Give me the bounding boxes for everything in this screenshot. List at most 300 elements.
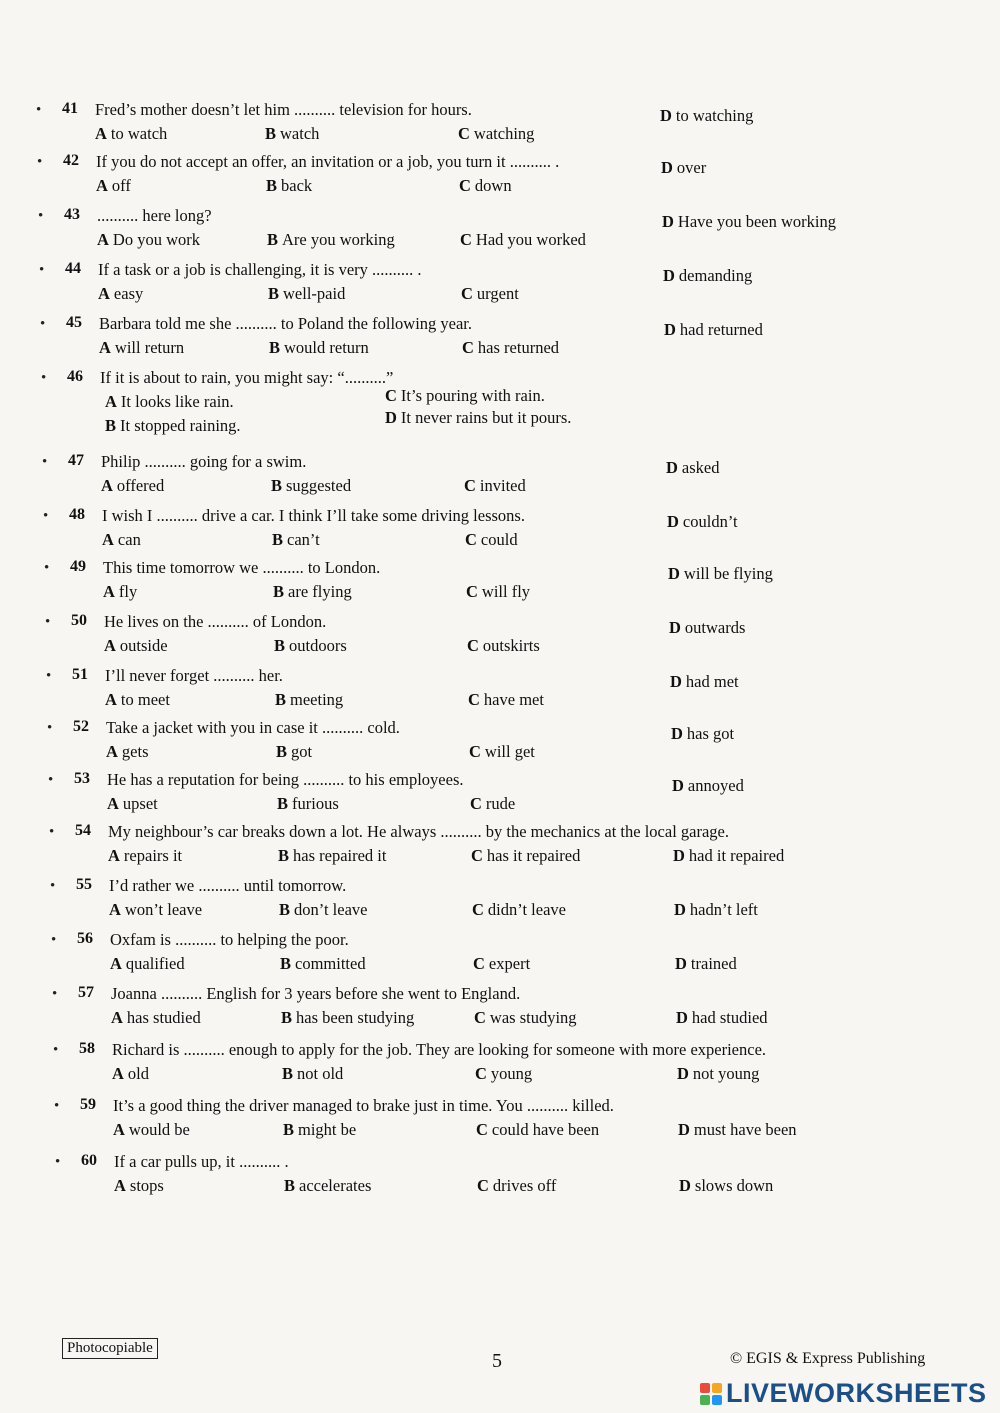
option-letter: C — [472, 900, 484, 919]
option-a[interactable] — [109, 900, 202, 920]
bullet-mark-icon: • — [37, 154, 43, 170]
question-55 — [0, 876, 1000, 928]
option-text: will return — [114, 338, 185, 357]
option-c[interactable] — [465, 530, 518, 550]
question-53 — [0, 770, 1000, 822]
question-stem: I’ll never forget .......... her. — [105, 666, 283, 685]
option-text: stops — [129, 1176, 164, 1195]
option-a[interactable] — [105, 392, 234, 412]
question-stem: Barbara told me she .......... to Poland the following year. — [99, 314, 473, 333]
question-number: 47 — [68, 452, 84, 469]
option-text: has got — [686, 724, 735, 743]
option-text: Had you worked — [475, 230, 586, 249]
option-a[interactable] — [111, 1008, 201, 1028]
option-letter: B — [268, 284, 280, 303]
option-d[interactable] — [679, 1176, 773, 1196]
option-letter: D — [664, 320, 676, 339]
option-text: was studying — [489, 1008, 577, 1027]
option-letter: D — [670, 672, 682, 691]
question-number: 49 — [70, 558, 86, 575]
option-letter: C — [473, 954, 485, 973]
option-letter: A — [111, 1008, 123, 1027]
option-letter: D — [673, 846, 685, 865]
option-text: hadn’t left — [689, 900, 758, 919]
option-text: meeting — [290, 690, 344, 709]
option-b[interactable] — [268, 284, 345, 304]
option-text: It looks like rain. — [120, 392, 234, 411]
question-number: 50 — [71, 612, 87, 629]
option-a[interactable] — [98, 284, 143, 304]
question-number: 52 — [73, 718, 89, 735]
option-letter: C — [471, 846, 483, 865]
question-stem: Richard is .......... enough to apply for the job. They are looking for someone with more experience. — [112, 1040, 767, 1059]
option-b[interactable] — [281, 1008, 414, 1028]
option-text: trained — [690, 954, 737, 973]
option-text: can — [117, 530, 141, 549]
option-b[interactable] — [278, 846, 386, 866]
option-a[interactable] — [95, 124, 167, 144]
option-b[interactable] — [265, 124, 319, 144]
option-letter: D — [669, 618, 681, 637]
question-48 — [0, 506, 1000, 558]
question-45 — [0, 314, 1000, 366]
option-a[interactable] — [108, 846, 182, 866]
option-text: will be flying — [683, 564, 773, 583]
option-text: watch — [280, 124, 320, 143]
option-letter: B — [273, 582, 285, 601]
option-text: drives off — [492, 1176, 557, 1195]
option-letter: B — [267, 230, 279, 249]
option-a[interactable] — [114, 1176, 164, 1196]
option-a[interactable] — [102, 530, 141, 550]
option-letter: A — [112, 1064, 124, 1083]
question-56 — [0, 930, 1000, 982]
option-d[interactable] — [675, 954, 737, 974]
option-text: might be — [298, 1120, 357, 1139]
option-letter: B — [271, 476, 283, 495]
option-c[interactable] — [471, 846, 580, 866]
option-letter: C — [476, 1120, 488, 1139]
option-c[interactable] — [385, 386, 545, 406]
option-text: had met — [685, 672, 739, 691]
option-text: urgent — [476, 284, 519, 303]
option-text: invited — [479, 476, 526, 495]
option-text: easy — [113, 284, 144, 303]
option-c[interactable] — [470, 794, 515, 814]
option-c[interactable] — [461, 284, 519, 304]
option-text: Have you been working — [677, 212, 837, 231]
option-b[interactable] — [280, 954, 366, 974]
option-letter: D — [662, 212, 674, 231]
photocopiable-label: Photocopiable — [62, 1338, 158, 1359]
option-text: slows down — [694, 1176, 774, 1195]
option-text: will get — [484, 742, 535, 761]
option-d[interactable] — [660, 106, 753, 126]
option-text: outwards — [684, 618, 746, 637]
option-letter: A — [95, 124, 107, 143]
option-b[interactable] — [283, 1120, 356, 1140]
option-text: didn’t leave — [487, 900, 566, 919]
option-letter: B — [275, 690, 287, 709]
option-c[interactable] — [473, 954, 530, 974]
option-a[interactable] — [107, 794, 158, 814]
option-letter: A — [104, 636, 116, 655]
question-58 — [0, 1040, 1000, 1092]
bullet-mark-icon: • — [48, 772, 54, 788]
option-text: demanding — [678, 266, 753, 285]
option-text: down — [474, 176, 512, 195]
question-stem: He has a reputation for being .......... to his employees. — [107, 770, 464, 789]
question-stem: Philip .......... going for a swim. — [101, 452, 307, 471]
option-text: could have been — [491, 1120, 600, 1139]
option-text: could — [480, 530, 518, 549]
bullet-mark-icon: • — [44, 560, 50, 576]
option-letter: A — [96, 176, 108, 195]
option-a[interactable] — [97, 230, 200, 250]
question-stem: I’d rather we .......... until tomorrow. — [109, 876, 347, 895]
option-letter: C — [468, 690, 480, 709]
option-c[interactable] — [472, 900, 566, 920]
option-letter: D — [671, 724, 683, 743]
question-stem: Take a jacket with you in case it .......... cold. — [106, 718, 400, 737]
option-text: expert — [488, 954, 531, 973]
option-letter: C — [474, 1008, 486, 1027]
option-text: repairs it — [123, 846, 183, 865]
option-letter: A — [97, 230, 109, 249]
option-letter: D — [674, 900, 686, 919]
option-text: have met — [483, 690, 544, 709]
option-letter: D — [678, 1120, 690, 1139]
option-text: Are you working — [282, 230, 395, 249]
option-text: committed — [295, 954, 366, 973]
bullet-mark-icon: • — [40, 316, 46, 332]
option-letter: D — [667, 512, 679, 531]
bullet-mark-icon: • — [43, 508, 49, 524]
option-letter: C — [469, 742, 481, 761]
option-d[interactable] — [669, 618, 745, 638]
option-text: couldn’t — [682, 512, 738, 531]
option-b[interactable] — [277, 794, 339, 814]
option-letter: D — [676, 1008, 688, 1027]
question-number: 54 — [75, 822, 91, 839]
option-b[interactable] — [105, 416, 241, 436]
option-d[interactable] — [674, 900, 758, 920]
question-number: 59 — [80, 1096, 96, 1113]
option-b[interactable] — [275, 690, 343, 710]
option-letter: B — [278, 846, 290, 865]
option-text: accelerates — [299, 1176, 372, 1195]
question-stem: It’s a good thing the driver managed to brake just in time. You .......... killed. — [113, 1096, 614, 1115]
option-letter: D — [675, 954, 687, 973]
question-stem: My neighbour’s car breaks down a lot. He always .......... by the mechanics at the local garage. — [108, 822, 729, 841]
option-text: outdoors — [289, 636, 347, 655]
option-letter: A — [109, 900, 121, 919]
question-46 — [0, 368, 1000, 440]
option-text: must have been — [693, 1120, 797, 1139]
question-stem: This time tomorrow we .......... to London. — [103, 558, 381, 577]
option-text: has been studying — [296, 1008, 415, 1027]
option-c[interactable] — [475, 1064, 532, 1084]
option-letter: B — [272, 530, 284, 549]
question-number: 48 — [69, 506, 85, 523]
option-letter: B — [276, 742, 288, 761]
option-text: would return — [284, 338, 369, 357]
question-stem: Fred’s mother doesn’t let him .......... television for hours. — [95, 100, 472, 119]
option-c[interactable] — [467, 636, 540, 656]
option-text: has studied — [126, 1008, 201, 1027]
option-letter: C — [462, 338, 474, 357]
option-d[interactable] — [668, 564, 773, 584]
question-43 — [0, 206, 1000, 258]
option-text: annoyed — [687, 776, 744, 795]
option-text: to watching — [675, 106, 754, 125]
option-b[interactable] — [276, 742, 312, 762]
bullet-mark-icon: • — [38, 208, 44, 224]
copyright-notice: © EGIS & Express Publishing — [730, 1350, 926, 1367]
option-a[interactable] — [112, 1064, 149, 1084]
option-letter: B — [269, 338, 281, 357]
option-letter: C — [465, 530, 477, 549]
option-b[interactable] — [279, 900, 367, 920]
question-49 — [0, 558, 1000, 610]
option-text: young — [490, 1064, 533, 1083]
option-letter: A — [98, 284, 110, 303]
option-a[interactable] — [103, 582, 137, 602]
option-text: It’s pouring with rain. — [400, 386, 545, 405]
option-text: to watch — [110, 124, 168, 143]
option-text: will fly — [481, 582, 531, 601]
option-d[interactable] — [678, 1120, 797, 1140]
option-c[interactable] — [460, 230, 586, 250]
option-letter: A — [114, 1176, 126, 1195]
page-number: 5 — [492, 1350, 502, 1372]
option-d[interactable] — [662, 212, 836, 232]
bullet-mark-icon: • — [52, 986, 58, 1002]
option-c[interactable] — [476, 1120, 599, 1140]
question-number: 44 — [65, 260, 81, 277]
question-number: 42 — [63, 152, 79, 169]
option-letter: B — [280, 954, 292, 973]
option-text: upset — [122, 794, 158, 813]
option-c[interactable] — [477, 1176, 556, 1196]
question-stem: If a task or a job is challenging, it is very .......... . — [98, 260, 422, 279]
bullet-mark-icon: • — [42, 454, 48, 470]
option-c[interactable] — [458, 124, 534, 144]
option-letter: D — [677, 1064, 689, 1083]
option-c[interactable] — [459, 176, 512, 196]
option-d[interactable] — [664, 320, 763, 340]
option-letter: D — [660, 106, 672, 125]
question-number: 58 — [79, 1040, 95, 1057]
question-number: 46 — [67, 368, 83, 385]
option-letter: B — [265, 124, 277, 143]
option-a[interactable] — [99, 338, 184, 358]
option-letter: C — [464, 476, 476, 495]
option-text: won’t leave — [124, 900, 203, 919]
option-letter: B — [282, 1064, 294, 1083]
question-stem: If it is about to rain, you might say: “..........” — [100, 368, 394, 387]
bullet-mark-icon: • — [47, 720, 53, 736]
question-stem: Joanna .......... English for 3 years before she went to England. — [111, 984, 521, 1003]
option-letter: A — [105, 392, 117, 411]
option-text: not old — [297, 1064, 344, 1083]
question-42 — [0, 152, 1000, 204]
option-letter: B — [105, 416, 117, 435]
bullet-mark-icon: • — [50, 878, 56, 894]
option-text: to meet — [120, 690, 170, 709]
question-57 — [0, 984, 1000, 1036]
option-text: fly — [118, 582, 138, 601]
option-text: Do you work — [112, 230, 200, 249]
question-number: 60 — [81, 1152, 97, 1169]
option-letter: C — [470, 794, 482, 813]
option-d[interactable] — [673, 846, 784, 866]
question-stem: .......... here long? — [97, 206, 212, 225]
option-a[interactable] — [101, 476, 164, 496]
option-text: has repaired it — [293, 846, 387, 865]
option-a[interactable] — [106, 742, 149, 762]
option-c[interactable] — [466, 582, 530, 602]
question-59 — [0, 1096, 1000, 1148]
option-d[interactable] — [663, 266, 752, 286]
option-text: has it repaired — [486, 846, 581, 865]
option-text: don’t leave — [294, 900, 368, 919]
option-a[interactable] — [113, 1120, 190, 1140]
question-stem: I wish I .......... drive a car. I think I’ll take some driving lessons. — [102, 506, 525, 525]
question-number: 53 — [74, 770, 90, 787]
option-d[interactable] — [677, 1064, 759, 1084]
option-a[interactable] — [104, 636, 168, 656]
option-text: It stopped raining. — [120, 416, 241, 435]
question-number: 55 — [76, 876, 92, 893]
option-letter: A — [103, 582, 115, 601]
bullet-mark-icon: • — [36, 102, 42, 118]
option-letter: D — [672, 776, 684, 795]
bullet-mark-icon: • — [53, 1042, 59, 1058]
question-50 — [0, 612, 1000, 664]
option-b[interactable] — [282, 1064, 343, 1084]
option-b[interactable] — [267, 230, 395, 250]
option-d[interactable] — [670, 672, 739, 692]
option-a[interactable] — [105, 690, 170, 710]
option-text: asked — [681, 458, 720, 477]
option-letter: B — [274, 636, 286, 655]
option-letter: C — [458, 124, 470, 143]
question-number: 57 — [78, 984, 94, 1001]
option-letter: B — [277, 794, 289, 813]
question-52 — [0, 718, 1000, 770]
option-text: rude — [485, 794, 516, 813]
option-b[interactable] — [273, 582, 352, 602]
liveworksheets-brand[interactable] — [700, 1378, 987, 1409]
option-b[interactable] — [272, 530, 320, 550]
option-text: back — [281, 176, 313, 195]
option-d[interactable] — [385, 408, 571, 428]
option-a[interactable] — [96, 176, 131, 196]
question-stem: If a car pulls up, it .......... . — [114, 1152, 289, 1171]
option-d[interactable] — [667, 512, 738, 532]
question-stem: If you do not accept an offer, an invitation or a job, you turn it .......... . — [96, 152, 560, 171]
option-letter: A — [106, 742, 118, 761]
bullet-mark-icon: • — [41, 370, 47, 386]
bullet-mark-icon: • — [54, 1098, 60, 1114]
question-44 — [0, 260, 1000, 312]
option-b[interactable] — [274, 636, 347, 656]
option-d[interactable] — [661, 158, 706, 178]
option-letter: C — [385, 386, 397, 405]
question-number: 43 — [64, 206, 80, 223]
option-letter: D — [679, 1176, 691, 1195]
option-c[interactable] — [468, 690, 544, 710]
option-c[interactable] — [464, 476, 526, 496]
option-text: qualified — [125, 954, 185, 973]
option-text: watching — [473, 124, 535, 143]
question-number: 51 — [72, 666, 88, 683]
option-text: furious — [292, 794, 339, 813]
option-a[interactable] — [110, 954, 185, 974]
option-text: can’t — [287, 530, 320, 549]
option-c[interactable] — [462, 338, 559, 358]
option-letter: B — [283, 1120, 295, 1139]
question-stem: He lives on the .......... of London. — [104, 612, 327, 631]
option-text: got — [291, 742, 313, 761]
option-text: had returned — [679, 320, 763, 339]
question-number: 45 — [66, 314, 82, 331]
option-letter: C — [459, 176, 471, 195]
question-number: 41 — [62, 100, 78, 117]
option-letter: A — [108, 846, 120, 865]
brand-name: LIVEWORKSHEETS — [726, 1378, 987, 1408]
bullet-mark-icon: • — [49, 824, 55, 840]
option-letter: C — [466, 582, 478, 601]
question-47 — [0, 452, 1000, 504]
option-letter: D — [663, 266, 675, 285]
option-d[interactable] — [676, 1008, 768, 1028]
option-text: has returned — [477, 338, 560, 357]
option-letter: A — [105, 690, 117, 709]
option-d[interactable] — [671, 724, 734, 744]
question-number: 56 — [77, 930, 93, 947]
question-51 — [0, 666, 1000, 718]
option-c[interactable] — [474, 1008, 577, 1028]
bullet-mark-icon: • — [55, 1154, 61, 1170]
option-text: had studied — [691, 1008, 768, 1027]
option-text: not young — [692, 1064, 760, 1083]
option-b[interactable] — [271, 476, 351, 496]
option-d[interactable] — [672, 776, 744, 796]
option-b[interactable] — [266, 176, 312, 196]
question-41 — [0, 100, 1000, 152]
option-b[interactable] — [269, 338, 369, 358]
option-letter: A — [101, 476, 113, 495]
option-letter: C — [460, 230, 472, 249]
option-text: outside — [119, 636, 168, 655]
option-text: would be — [128, 1120, 190, 1139]
option-text: It never rains but it pours. — [400, 408, 572, 427]
option-c[interactable] — [469, 742, 535, 762]
option-text: had it repaired — [688, 846, 785, 865]
option-letter: B — [281, 1008, 293, 1027]
question-60 — [0, 1152, 1000, 1204]
option-letter: D — [661, 158, 673, 177]
bullet-mark-icon: • — [51, 932, 57, 948]
bullet-mark-icon: • — [46, 668, 52, 684]
option-letter: A — [99, 338, 111, 357]
option-b[interactable] — [284, 1176, 371, 1196]
option-d[interactable] — [666, 458, 720, 478]
option-letter: D — [666, 458, 678, 477]
option-text: are flying — [288, 582, 352, 601]
